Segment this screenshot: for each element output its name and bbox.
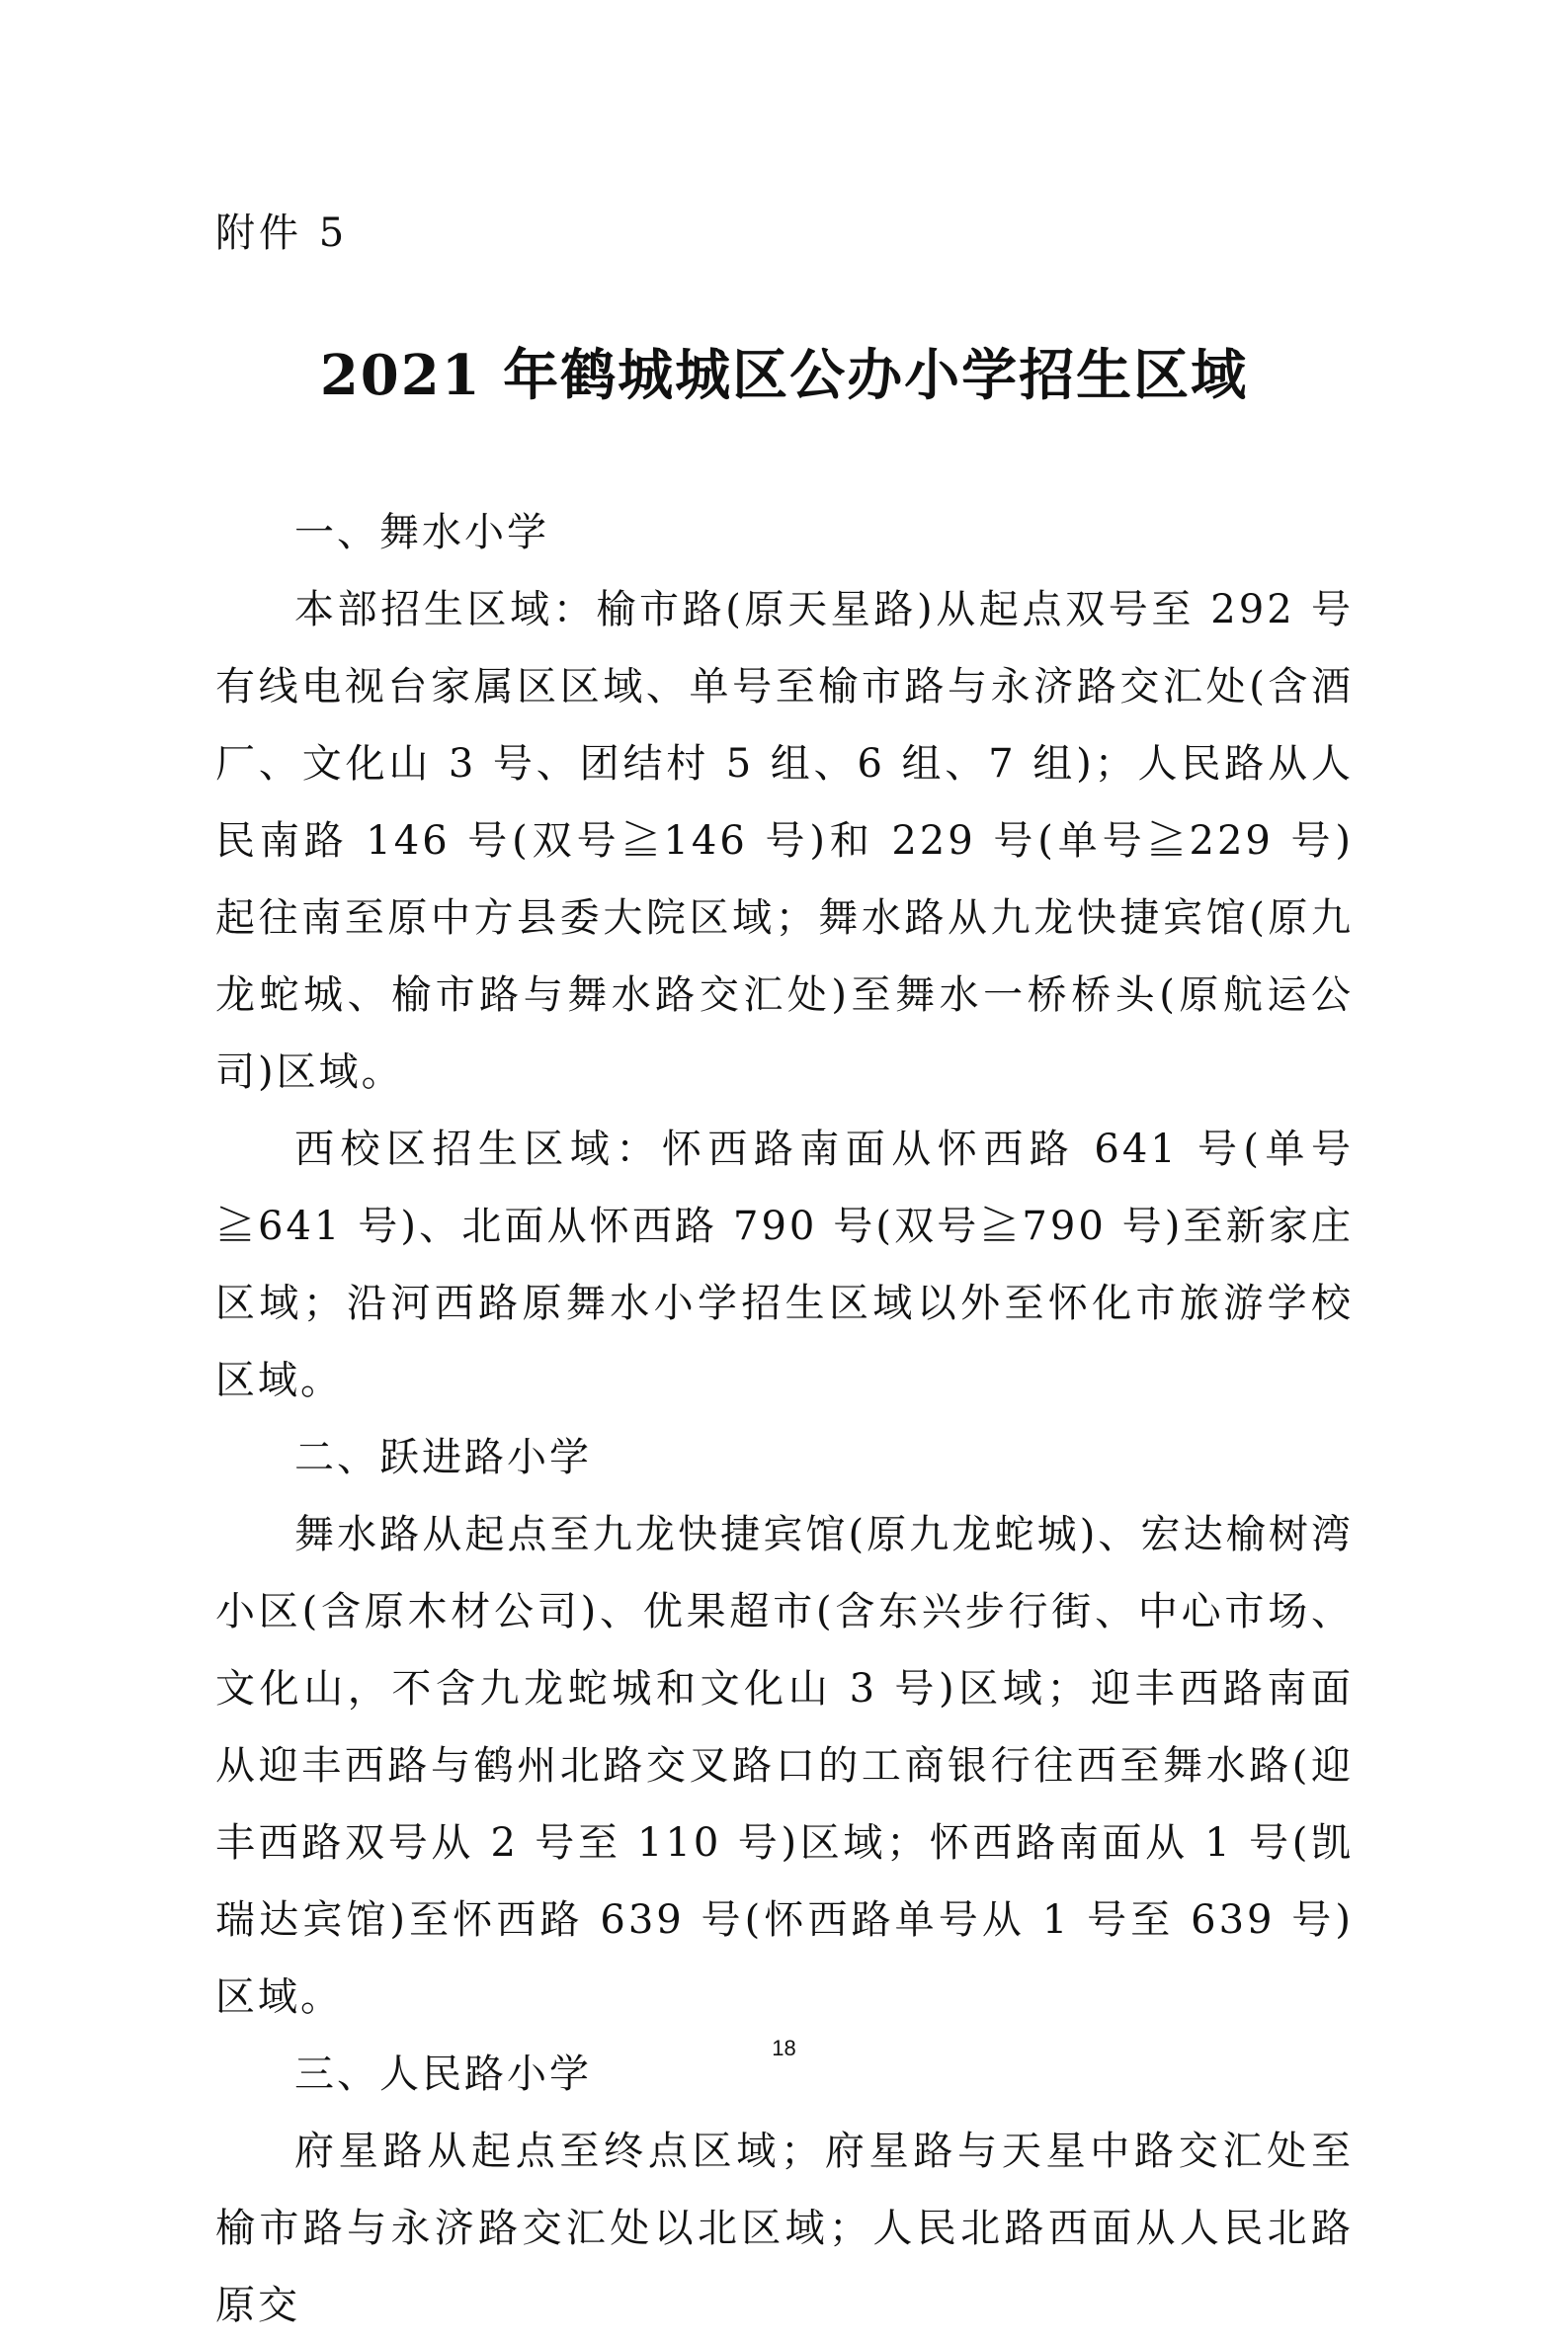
section-heading: 二、跃进路小学 (294, 1435, 592, 1480)
paragraph: 府星路从起点至终点区域；府星路与天星中路交汇处至榆市路与永济路交汇处以北区域；人民北路西面从人民北路原交 (215, 2129, 1354, 2328)
section-heading: 一、舞水小学 (294, 510, 549, 555)
paragraph: 本部招生区域：榆市路(原天星路)从起点双号至 292 号有线电视台家属区区域、单号至榆市路与永济路交汇处(含酒厂、文化山 3 号、团结村 5 组、6 组、7 组)；人民路从人民南路 146 号(双号≧146 号)和 229 号(单号≧229 号)起往南至原中方县委大院区域；舞水路从九龙快捷宾馆(原九龙蛇城、榆市路与舞水路交汇处)至舞水一桥桥头(原航运公司)区域。 (215, 587, 1354, 1095)
section-heading: 三、人民路小学 (294, 2051, 592, 2097)
page-number: 18 (772, 2036, 796, 2060)
paragraph: 舞水路从起点至九龙快捷宾馆(原九龙蛇城)、宏达榆树湾小区(含原木材公司)、优果超市(含东兴步行街、中心市场、文化山，不含九龙蛇城和文化山 3 号)区域；迎丰西路南面从迎丰西路与鹤州北路交叉路口的工商银行往西至舞水路(迎丰西路双号从 2 号至 110 号)区域；怀西路南面从 1 号(凯瑞达宾馆)至怀西路 639 号(怀西路单号从 1 号至 639 号)区域。 (215, 1512, 1354, 2020)
document-body (215, 494, 1354, 2344)
document-title: 2021 年鹤城城区公办小学招生区域 (319, 343, 1249, 408)
attachment-label: 附件 5 (215, 210, 349, 256)
paragraph: 西校区招生区域：怀西路南面从怀西路 641 号(单号≧641 号)、北面从怀西路 790 号(双号≧790 号)至新家庄区域；沿河西路原舞水小学招生区域以外至怀化市旅游学校区域。 (215, 1127, 1354, 1403)
